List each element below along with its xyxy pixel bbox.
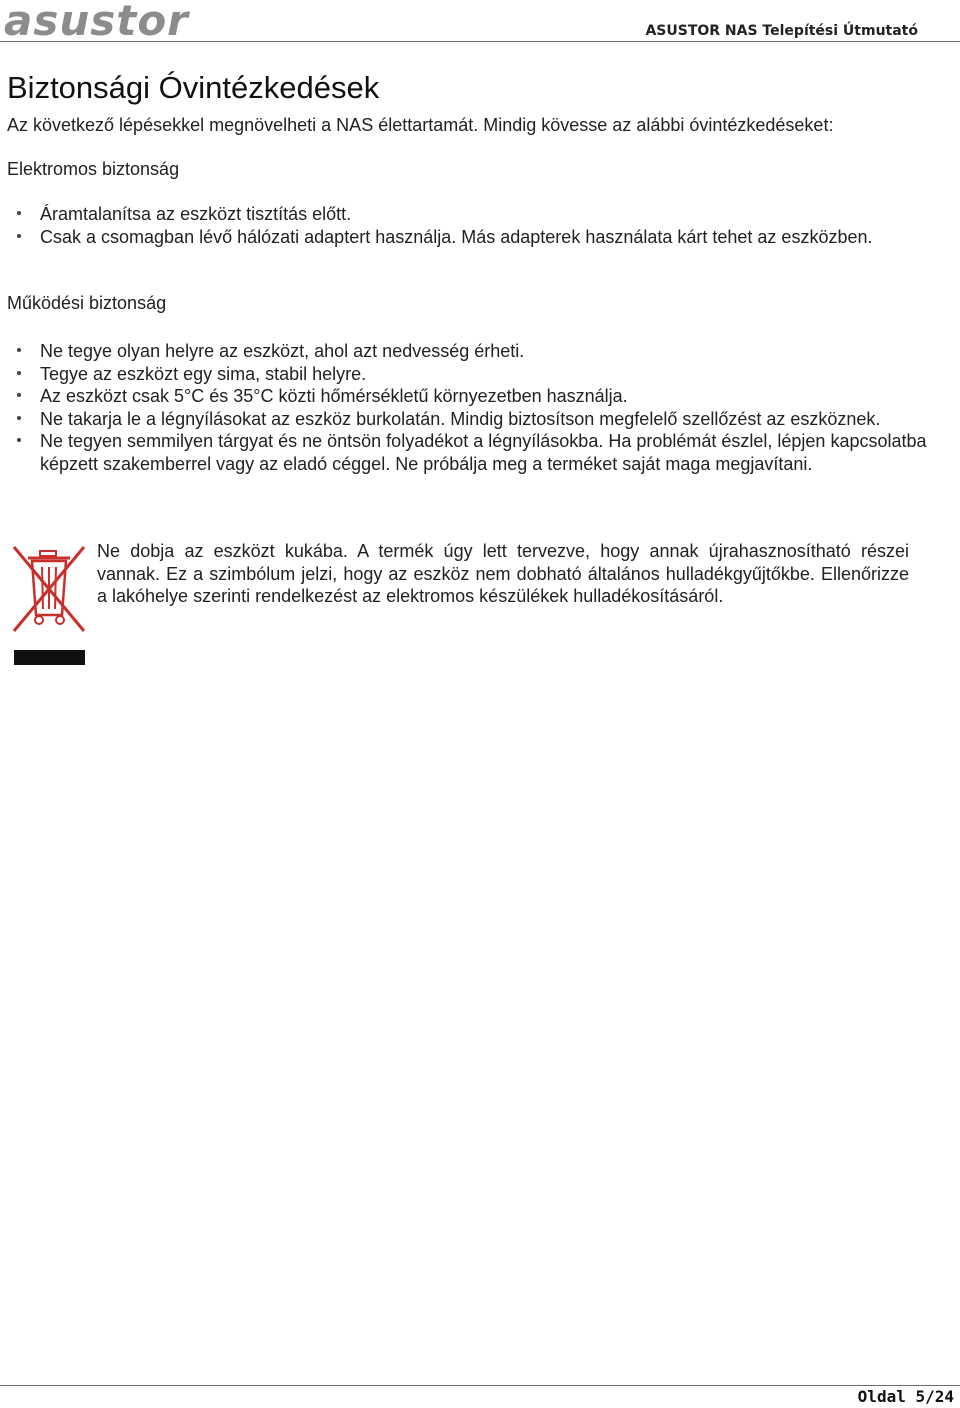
header-divider <box>0 41 960 42</box>
footer-divider <box>0 1385 960 1386</box>
intro-text: Az következő lépésekkel megnövelheti a NAS élettartamát. Mindig kövesse az alábbi óvintézkedéseket: <box>7 115 834 135</box>
bullet-icon <box>17 211 21 215</box>
page-header <box>0 0 960 44</box>
list-item <box>0 363 940 386</box>
list-item-text: Ne takarja le a légnyílásokat az eszköz burkolatán. Mindig biztosítson megfelelő szellőzést az eszköznek. <box>40 408 881 429</box>
list-item <box>0 203 940 226</box>
electrical-safety-list <box>0 203 940 248</box>
list-item-text: Ne tegyen semmilyen tárgyat és ne öntsön folyadékot a légnyílásokba. Ha problémát észlel, lépjen kapcsolatba képzett szakemberrel vagy az eladó céggel. Ne próbálja meg a terméket saját maga megjavítani. <box>40 431 927 474</box>
bullet-icon <box>17 438 21 442</box>
list-item-text: Csak a csomagban lévő hálózati adaptert használja. Más adapterek használata kárt tehet az eszközben. <box>40 226 873 247</box>
electrical-safety-heading: Elektromos biztonság <box>7 159 180 179</box>
weee-crossed-bin-icon <box>10 543 90 669</box>
operational-safety-heading: Működési biztonság <box>7 293 167 313</box>
bullet-icon <box>17 393 21 397</box>
page-title: Biztonsági Óvintézkedések <box>7 70 380 105</box>
document-title: ASUSTOR NAS Telepítési Útmutató <box>645 23 918 39</box>
bullet-icon <box>17 348 21 352</box>
list-item <box>0 226 940 249</box>
list-item <box>0 408 940 431</box>
list-item <box>0 385 940 408</box>
list-item <box>0 430 940 475</box>
bullet-icon <box>17 234 21 238</box>
bullet-icon <box>17 371 21 375</box>
asustor-logo: asustor <box>4 0 189 45</box>
list-item-text: Áramtalanítsa az eszközt tisztítás előtt. <box>40 204 352 224</box>
list-item-text: Az eszközt csak 5°C és 35°C közti hőmérsékletű környezetben használja. <box>40 386 628 406</box>
page-number: Oldal 5/24 <box>857 1387 954 1406</box>
operational-safety-list <box>0 340 940 475</box>
disposal-notice: Ne dobja az eszközt kukába. A termék úgy lett tervezve, hogy annak újrahasznosítható részei vannak. Ez a szimbólum jelzi, hogy az eszköz nem dobható általános hulladékgyűjtőkbe. Ellenőrizze a lakóhelye szerinti rendelkezést az elektromos készülékek hulladékosításáról. <box>97 541 909 606</box>
list-item-text: Tegye az eszközt egy sima, stabil helyre. <box>40 363 367 384</box>
list-item-text: Ne tegye olyan helyre az eszközt, ahol azt nedvesség érheti. <box>40 341 525 361</box>
list-item <box>0 340 940 363</box>
bullet-icon <box>17 416 21 420</box>
